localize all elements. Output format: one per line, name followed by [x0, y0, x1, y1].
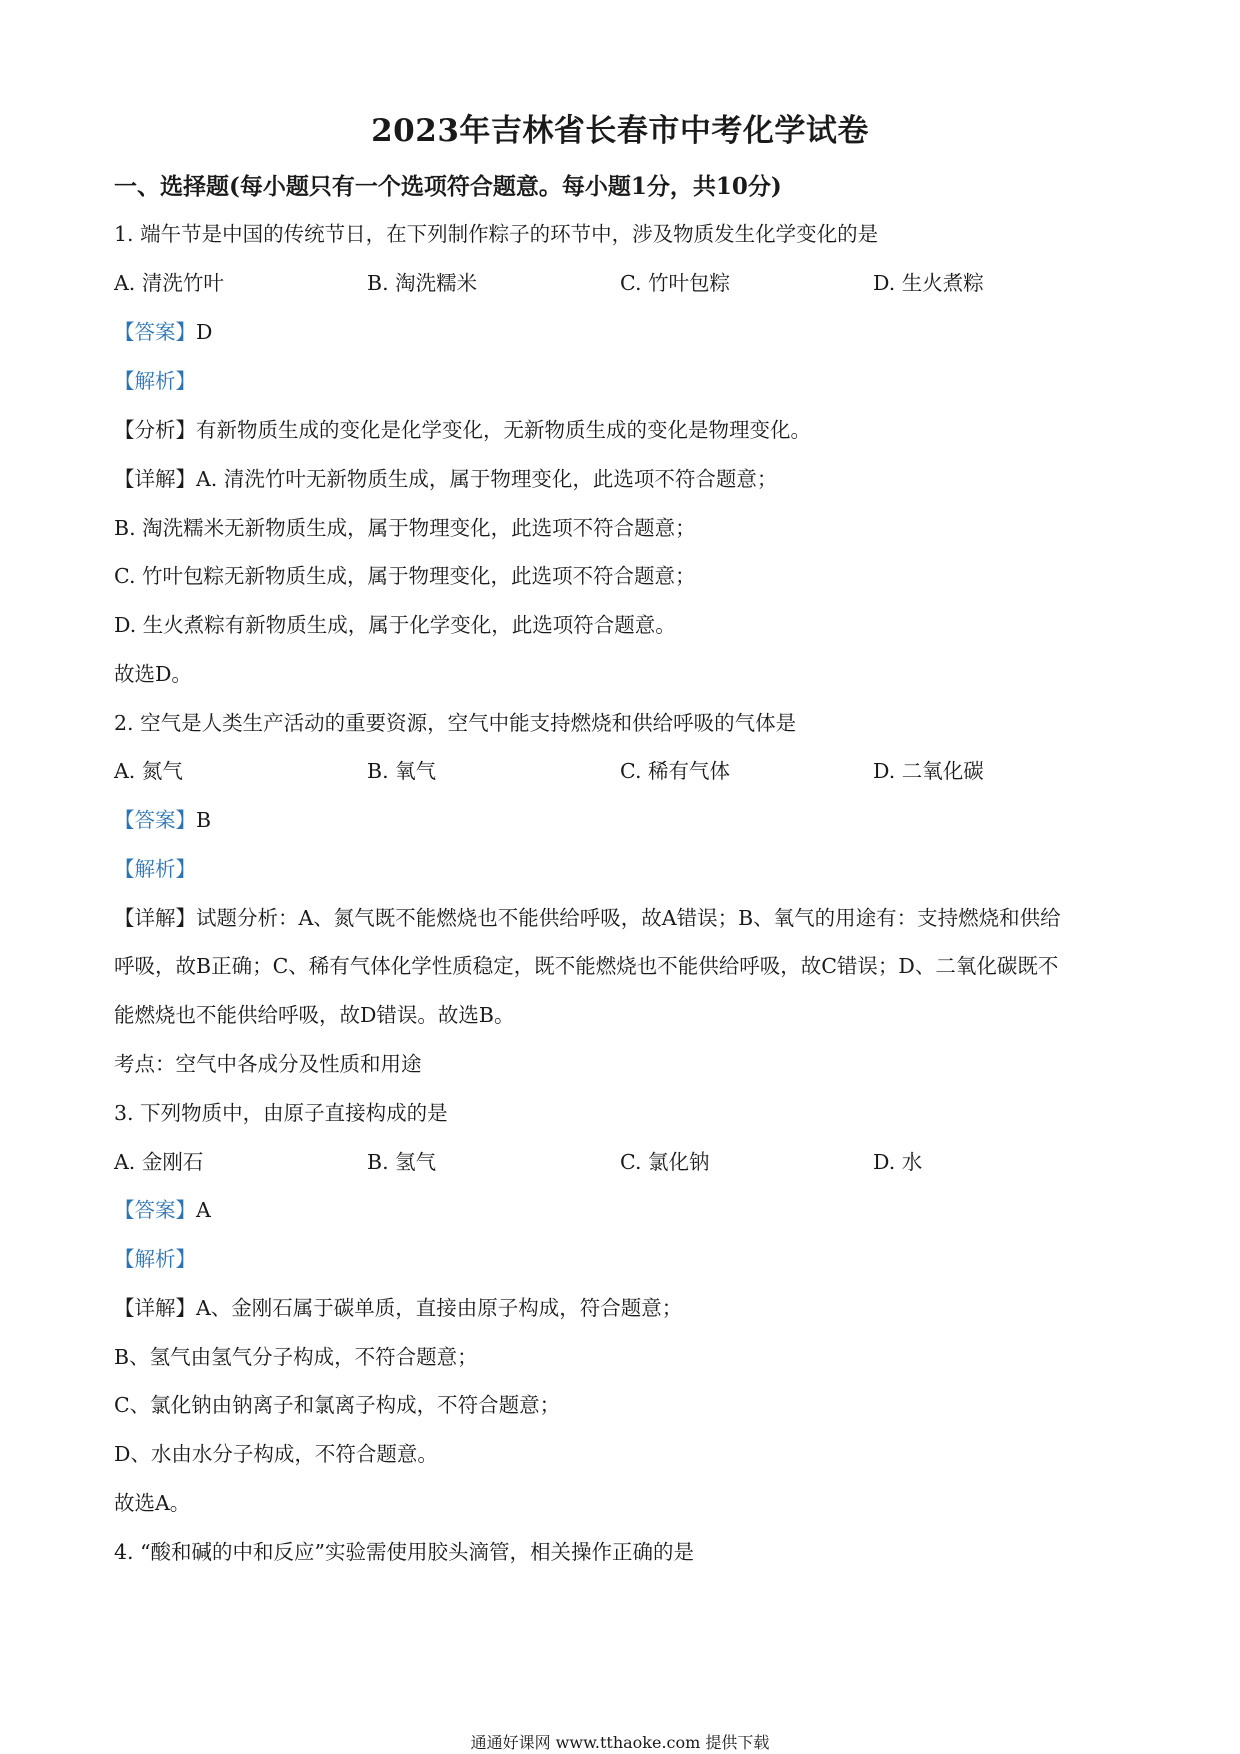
- q2-options: [114, 757, 1124, 785]
- q2-option-b: B. 氧气: [367, 759, 437, 783]
- q3-conclusion: 故选A。: [114, 1491, 191, 1515]
- q4-stem: 4. “酸和碱的中和反应”实验需使用胶头滴管，相关操作正确的是: [114, 1540, 695, 1564]
- q1-stem: 1. 端午节是中国的传统节日，在下列制作粽子的环节中，涉及物质发生化学变化的是: [114, 222, 879, 246]
- q2-kaodian: 考点：空气中各成分及性质和用途: [114, 1052, 422, 1076]
- q3-stem: 3. 下列物质中，由原子直接构成的是: [114, 1101, 448, 1125]
- q3-answer: [114, 1196, 211, 1224]
- q1-detail-3: C. 竹叶包粽无新物质生成，属于物理变化，此选项不符合题意；: [114, 564, 696, 588]
- q1-option-c: C. 竹叶包粽: [620, 271, 730, 295]
- q1-detail-4: D. 生火煮粽有新物质生成，属于化学变化，此选项符合题意。: [114, 613, 676, 637]
- q2-analysis-tag: 【解析】: [114, 857, 196, 881]
- q3-detail-3: C、氯化钠由钠离子和氯离子构成，不符合题意；: [114, 1393, 561, 1417]
- q3-option-d: D. 水: [873, 1150, 923, 1174]
- q3-option-a: A. 金刚石: [114, 1150, 204, 1174]
- answer-tag: 【答案】: [114, 320, 196, 344]
- q2-answer-value: B: [196, 808, 212, 832]
- q1-answer: [114, 318, 212, 346]
- q3-option-c: C. 氯化钠: [620, 1150, 710, 1174]
- q2-option-a: A. 氮气: [114, 759, 183, 783]
- q1-detail-1: 【详解】A. 清洗竹叶无新物质生成，属于物理变化，此选项不符合题意；: [114, 467, 778, 491]
- q3-analysis-tag: 【解析】: [114, 1247, 196, 1271]
- section-heading: 一、选择题(每小题只有一个选项符合题意。每小题1分，共10分): [114, 173, 782, 200]
- page-title: 2023年吉林省长春市中考化学试卷: [371, 113, 869, 149]
- q2-detail-3: 能燃烧也不能供给呼吸，故D错误。故选B。: [114, 1003, 515, 1027]
- q1-answer-value: D: [196, 320, 213, 344]
- q2-stem: 2. 空气是人类生产活动的重要资源，空气中能支持燃烧和供给呼吸的气体是: [114, 711, 797, 735]
- q1-option-d: D. 生火煮粽: [873, 271, 984, 295]
- q1-analysis-tag: 【解析】: [114, 369, 196, 393]
- q3-answer-value: A: [196, 1198, 211, 1222]
- q2-option-d: D. 二氧化碳: [873, 759, 984, 783]
- q1-conclusion: 故选D。: [114, 662, 192, 686]
- q3-detail-4: D、水由水分子构成，不符合题意。: [114, 1442, 438, 1466]
- q1-fenxi: 【分析】有新物质生成的变化是化学变化，无新物质生成的变化是物理变化。: [114, 418, 811, 442]
- q1-detail-2: B. 淘洗糯米无新物质生成，属于物理变化，此选项不符合题意；: [114, 516, 696, 540]
- q1-options: [114, 269, 1124, 297]
- answer-tag: 【答案】: [114, 808, 196, 832]
- q3-option-b: B. 氢气: [367, 1150, 437, 1174]
- q2-detail-1: 【详解】试题分析：A、氮气既不能燃烧也不能供给呼吸，故A错误；B、氧气的用途有：支持燃烧和供给: [114, 906, 1061, 930]
- q3-options: [114, 1148, 1124, 1176]
- q1-option-b: B. 淘洗糯米: [367, 271, 478, 295]
- q2-option-c: C. 稀有气体: [620, 759, 730, 783]
- q3-detail-1: 【详解】A、金刚石属于碳单质，直接由原子构成，符合题意；: [114, 1296, 683, 1320]
- answer-tag: 【答案】: [114, 1198, 196, 1222]
- page-footer: 通通好课网 www.tthaoke.com 提供下载: [470, 1733, 770, 1752]
- q2-detail-2: 呼吸，故B正确；C、稀有气体化学性质稳定，既不能燃烧也不能供给呼吸，故C错误；D、二氧化碳既不: [114, 954, 1059, 978]
- q1-option-a: A. 清洗竹叶: [114, 271, 224, 295]
- q2-answer: [114, 806, 211, 834]
- q3-detail-2: B、氢气由氢气分子构成，不符合题意；: [114, 1345, 478, 1369]
